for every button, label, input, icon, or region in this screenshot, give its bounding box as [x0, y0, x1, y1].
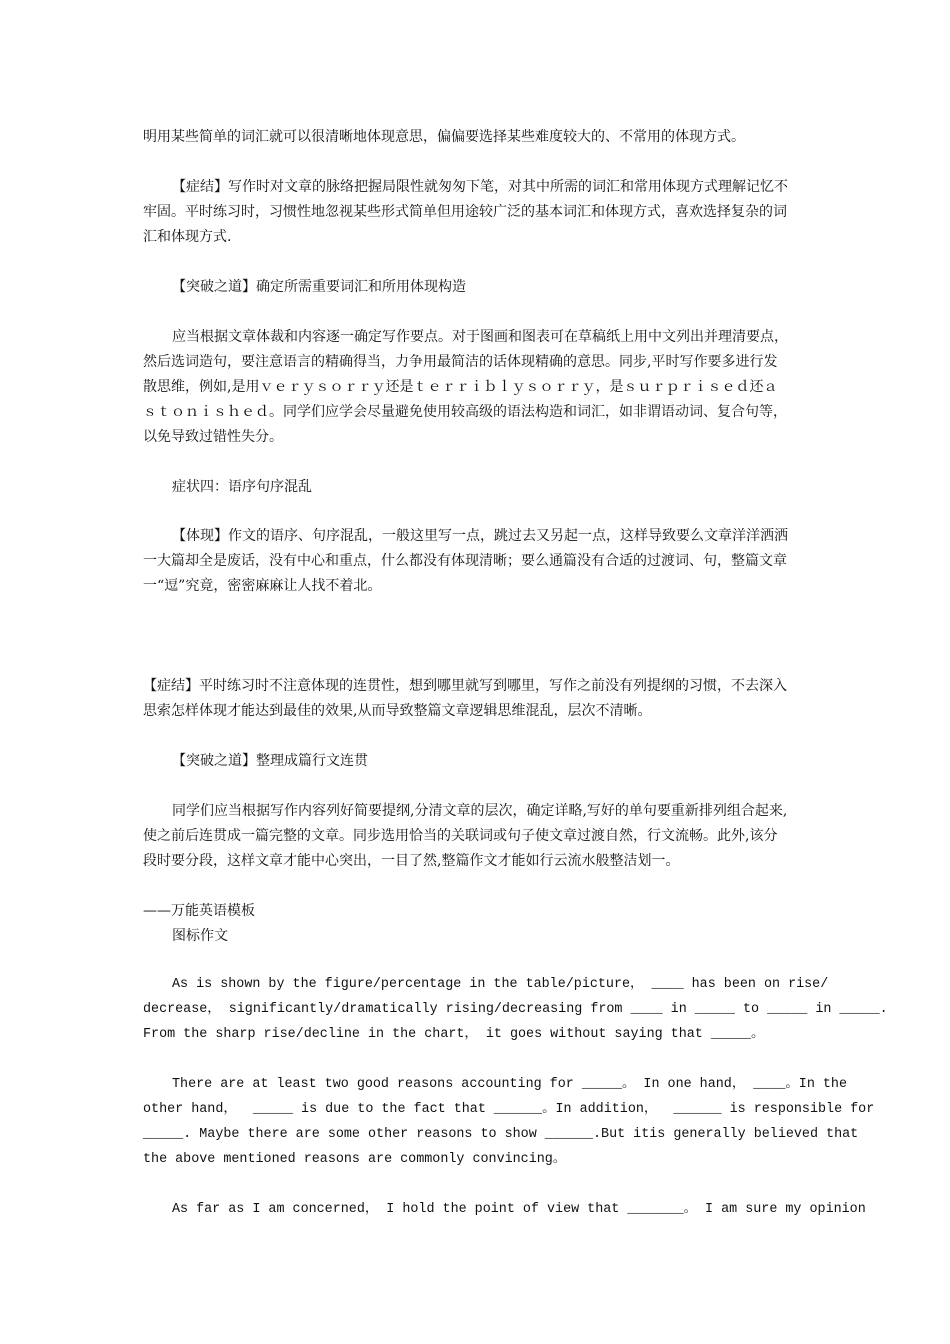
paragraph-line: 同学们应当根据写作内容列好简要提纲,分清文章的层次，确定详略,写好的单句要重新排列组合起来,	[172, 803, 788, 819]
paragraph-line: ｓｔｏｎｉｓｈｅｄ。同学们应学会尽量避免使用较高级的语法构造和词汇，如非谓语动词、复合句等，	[143, 404, 787, 420]
template-line: _____. Maybe there are some other reasons to show ______.But itis generally believed that	[143, 1127, 859, 1142]
section-heading: 【突破之道】整理成篇行文连贯	[172, 753, 368, 769]
template-line: As far as I am concerned， I hold the point of view that _______。 I am sure my opinion	[172, 1202, 866, 1217]
section-heading: ——万能英语模板	[143, 903, 255, 919]
paragraph-line: 【体现】作文的语序、句序混乱，一般这里写一点，跳过去又另起一点，这样导致要么文章洋洋洒洒	[172, 528, 788, 544]
paragraph-line: 【症结】写作时对文章的脉络把握局限性就匆匆下笔，对其中所需的词汇和常用体现方式理解记忆不	[172, 179, 788, 195]
paragraph-line: 以免导致过错性失分。	[143, 429, 283, 445]
paragraph-line: 思索怎样体现才能达到最佳的效果,从而导致整篇文章逻辑思维混乱，层次不清晰。	[143, 703, 652, 719]
paragraph-line: 使之前后连贯成一篇完整的文章。同步选用恰当的关联词或句子使文章过渡自然，行文流畅。此外,该分	[143, 828, 778, 844]
paragraph-line: 牢固。平时练习时，习惯性地忽视某些形式简单但用途较广泛的基本词汇和体现方式，喜欢选择复杂的词	[143, 204, 787, 220]
template-line: other hand， _____ is due to the fact that ______。In addition， ______ is responsible for	[143, 1102, 875, 1117]
paragraph-line: 一“逗”究竟，密密麻麻让人找不着北。	[143, 578, 382, 594]
template-line: As is shown by the figure/percentage in the table/picture， ____ has been on rise/	[172, 977, 829, 992]
paragraph-line: 散思维，例如,是用ｖｅｒｙｓｏｒｒｙ还是ｔｅｒｒｉｂｌｙｓｏｒｒｙ，是ｓｕｒｐｒｉｓｅｄ还ａ	[143, 379, 778, 395]
paragraph-line: 段时要分段，这样文章才能中心突出，一目了然,整篇作文才能如行云流水般整洁划一。	[143, 853, 680, 869]
paragraph-line: 应当根据文章体裁和内容逐一确定写作要点。对于图画和图表可在草稿纸上用中文列出并理清要点，	[172, 329, 788, 345]
paragraph-line: 一大篇却全是废话，没有中心和重点，什么都没有体现清晰；要么通篇没有合适的过渡词、句，整篇文章	[143, 553, 787, 569]
template-line: decrease， significantly/dramatically rising/decreasing from ____ in _____ to _____ in _____.	[143, 1002, 888, 1017]
paragraph-line: 【症结】平时练习时不注意体现的连贯性，想到哪里就写到哪里，写作之前没有列提纲的习惯，不去深入	[143, 678, 787, 694]
section-heading: 图标作文	[172, 928, 228, 944]
section-heading: 【突破之道】确定所需重要词汇和所用体现构造	[172, 279, 466, 295]
template-line: the above mentioned reasons are commonly convincing。	[143, 1152, 567, 1167]
template-line: From the sharp rise/decline in the chart， it goes without saying that _____。	[143, 1027, 765, 1042]
paragraph-line: 汇和体现方式.	[143, 229, 232, 245]
paragraph-line: 然后选词造句，要注意语言的精确得当，力争用最简洁的话体现精确的意思。同步,平时写作要多进行发	[143, 354, 778, 370]
section-heading: 症状四：语序句序混乱	[172, 479, 312, 495]
template-line: There are at least two good reasons accounting for _____。 In one hand， ____。In the	[172, 1077, 847, 1092]
paragraph-line: 明用某些简单的词汇就可以很清晰地体现意思，偏偏要选择某些难度较大的、不常用的体现方式。	[143, 129, 745, 145]
